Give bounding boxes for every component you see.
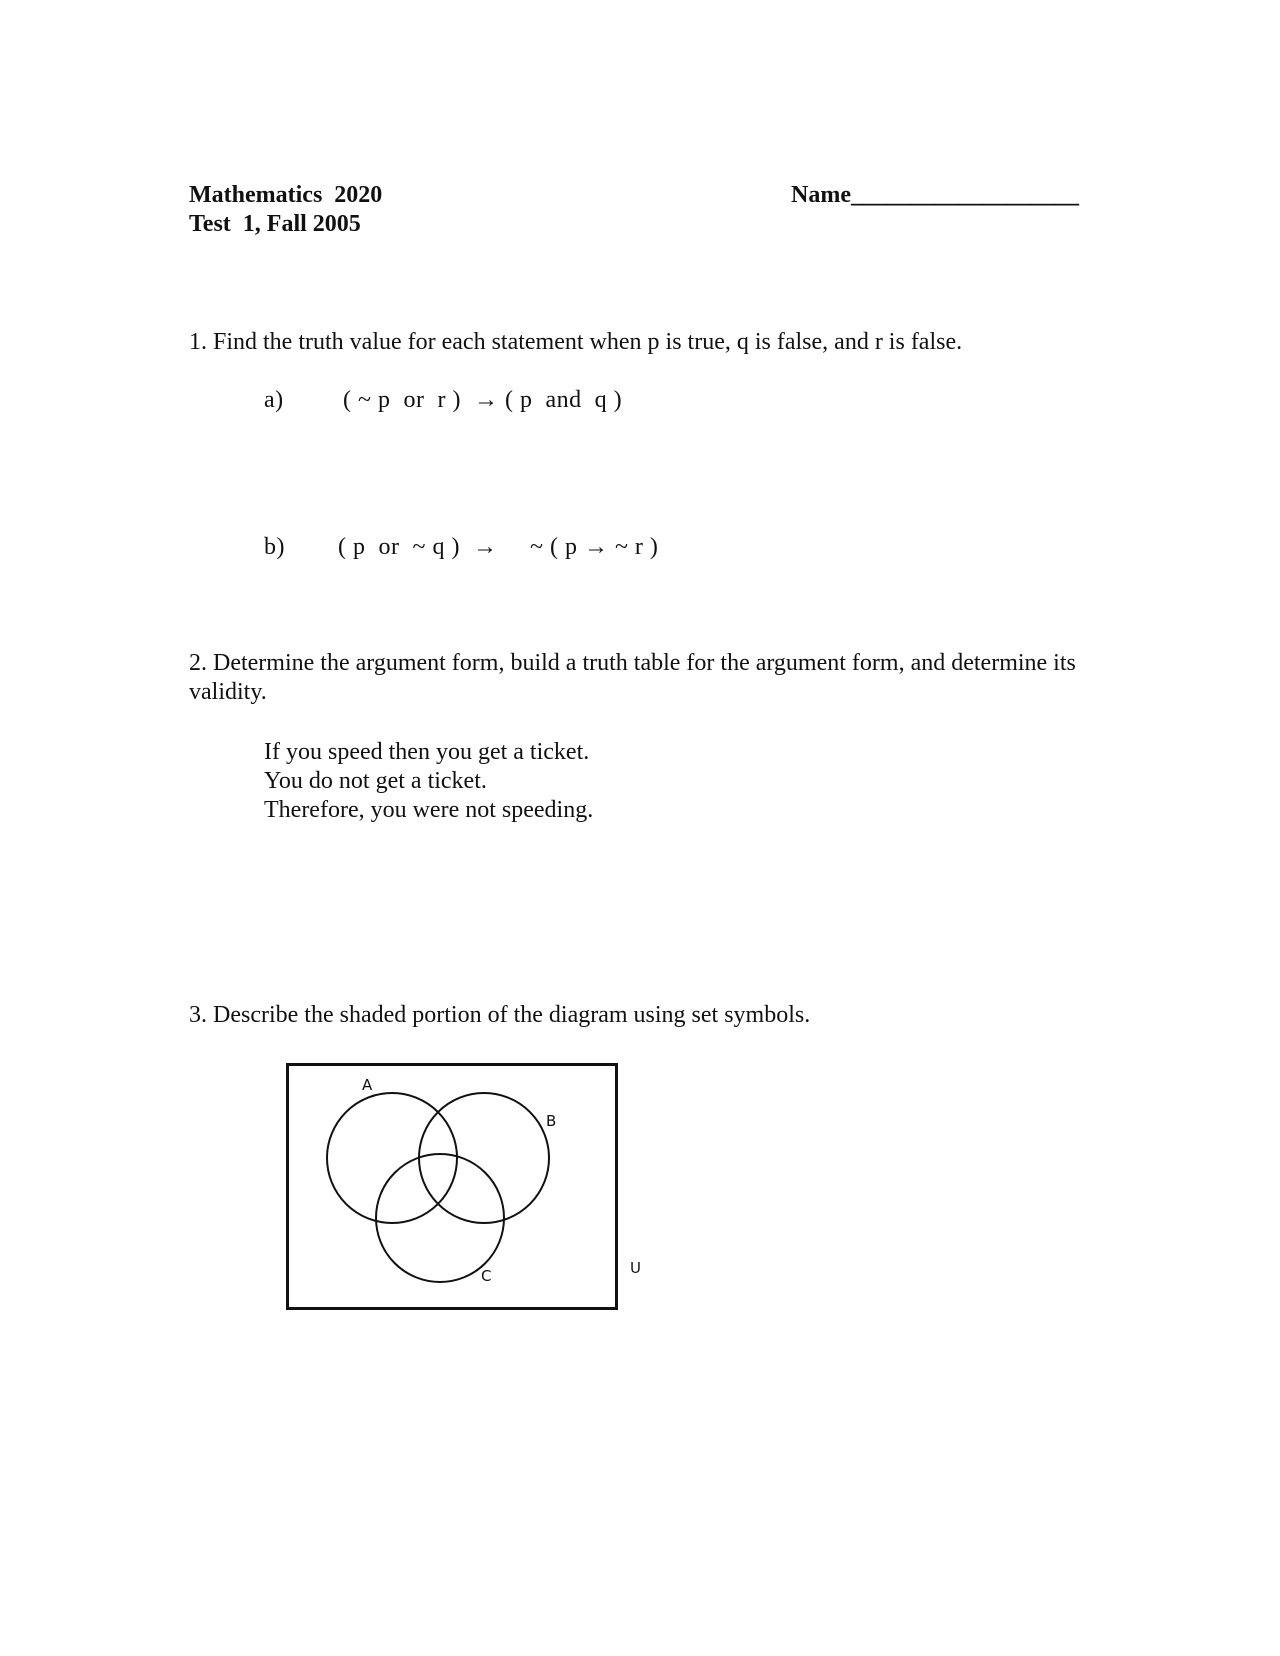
question-1a-label: a)	[264, 387, 284, 413]
venn-label-u: U	[630, 1259, 641, 1277]
venn-label-c: C	[481, 1267, 492, 1285]
argument-conclusion: Therefore, you were not speeding.	[264, 797, 594, 823]
question-3-prompt: 3. Describe the shaded portion of the diagram using set symbols.	[189, 1002, 811, 1028]
venn-label-b: B	[546, 1112, 557, 1130]
name-field-label: Name___________________	[791, 182, 1079, 208]
question-1-prompt: 1. Find the truth value for each statement when p is true, q is false, and r is false.	[189, 329, 963, 355]
argument-premise-2: You do not get a ticket.	[264, 768, 487, 794]
test-title: Test 1, Fall 2005	[189, 211, 361, 237]
argument-block	[264, 738, 593, 825]
venn-circle-b	[419, 1093, 549, 1223]
question-1b-label: b)	[264, 534, 285, 560]
venn-circle-c	[376, 1154, 504, 1282]
question-2-prompt: 2. Determine the argument form, build a truth table for the argument form, and determine its validity.	[189, 650, 1076, 705]
question-1b-expression: ( p or ~ q ) → ~ ( p → ~ r )	[338, 534, 659, 560]
argument-premise-1: If you speed then you get a ticket.	[264, 739, 590, 765]
venn-label-a: A	[362, 1076, 373, 1094]
question-1a-expression: ( ~ p or r ) → ( p and q )	[343, 387, 623, 413]
course-title: Mathematics 2020	[189, 182, 383, 208]
venn-diagram	[286, 1063, 618, 1310]
